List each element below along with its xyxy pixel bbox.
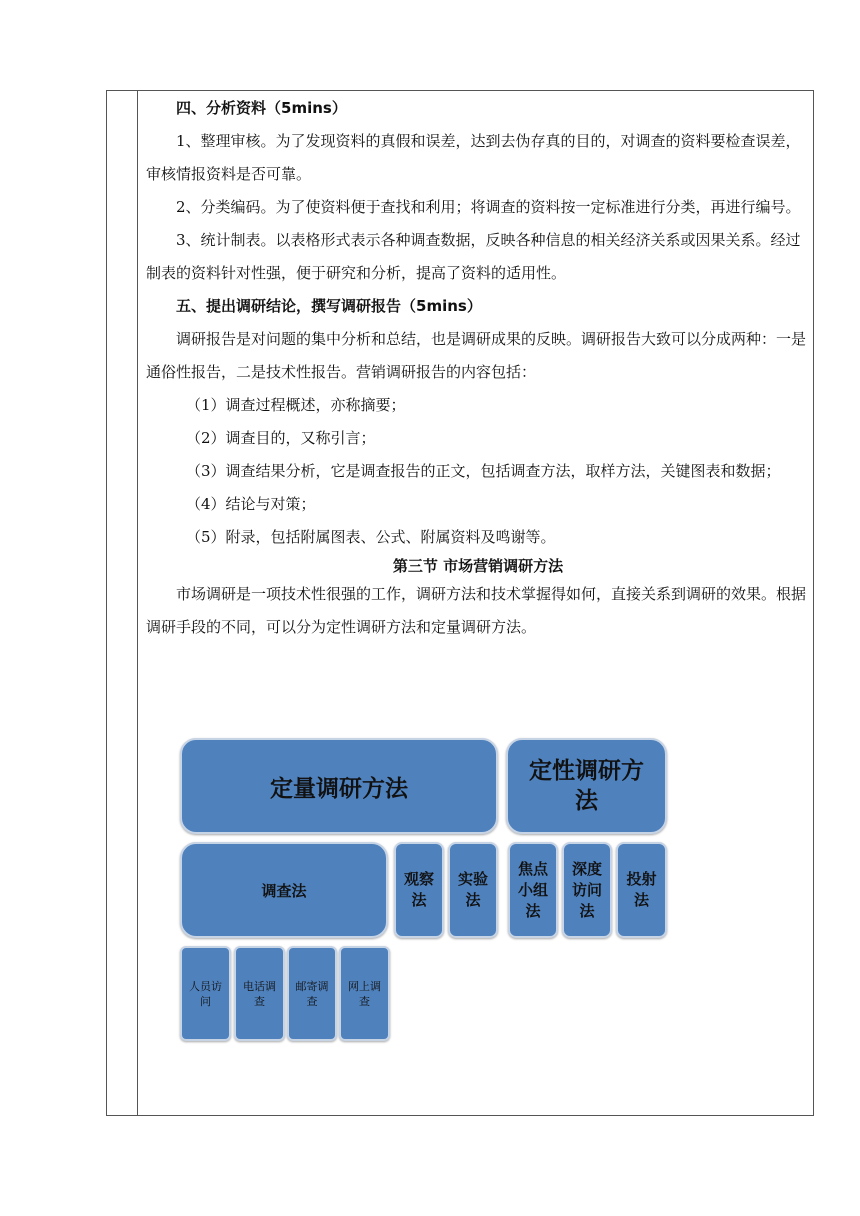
quantitative-methods-box: 定量调研方法 bbox=[180, 738, 498, 834]
paragraph-tabulation: 3、统计制表。以表格形式表示各种调查数据，反映各种信息的相关经济关系或因果关系。经过制表的资料针对性强，便于研究和分析，提高了资料的适用性。 bbox=[146, 231, 801, 282]
paragraph-review: 1、整理审核。为了发现资料的真假和误差，达到去伪存真的目的，对调查的资料要检查误差，审核情报资料是否可靠。 bbox=[146, 132, 801, 183]
mail-survey-box: 邮寄调查 bbox=[287, 946, 337, 1041]
paragraph-report-intro: 调研报告是对问题的集中分析和总结，也是调研成果的反映。调研报告大致可以分成两种：一是通俗性报告，二是技术性报告。营销调研报告的内容包括： bbox=[146, 330, 807, 381]
focus-group-method-box: 焦点小组法 bbox=[508, 842, 558, 938]
section3-title: 第三节 市场营销调研方法 bbox=[392, 557, 564, 575]
paragraph-coding: 2、分类编码。为了使资料便于查找和利用；将调查的资料按一定标准进行分类，再进行编号。 bbox=[176, 198, 801, 216]
section5-heading: 五、提出调研结论，撰写调研报告（5mins） bbox=[176, 297, 482, 315]
projective-method-box: 投射法 bbox=[616, 842, 667, 938]
survey-method-box: 调查法 bbox=[180, 842, 388, 938]
list-item: （5）附录，包括附属图表、公式、附属资料及鸣谢等。 bbox=[186, 528, 556, 546]
experiment-method-box: 实验法 bbox=[448, 842, 498, 938]
depth-interview-method-box: 深度访问法 bbox=[562, 842, 612, 938]
phone-survey-box: 电话调查 bbox=[234, 946, 285, 1041]
paragraph-methods-intro: 市场调研是一项技术性很强的工作，调研方法和技术掌握得如何，直接关系到调研的效果。根据调研手段的不同，可以分为定性调研方法和定量调研方法。 bbox=[146, 585, 807, 636]
online-survey-box: 网上调查 bbox=[339, 946, 390, 1041]
column-divider bbox=[137, 91, 138, 1115]
list-item: （3）调查结果分析，它是调查报告的正文，包括调查方法，取样方法，关键图表和数据； bbox=[186, 462, 781, 480]
list-item: （4）结论与对策； bbox=[186, 495, 316, 513]
document-body bbox=[146, 92, 810, 644]
list-item: （2）调查目的，又称引言； bbox=[186, 429, 376, 447]
personal-interview-box: 人员访问 bbox=[180, 946, 231, 1041]
qualitative-methods-box: 定性调研方法 bbox=[506, 738, 667, 834]
section4-heading: 四、分析资料（5mins） bbox=[176, 99, 347, 117]
observation-method-box: 观察法 bbox=[394, 842, 444, 938]
list-item: （1）调查过程概述，亦称摘要； bbox=[186, 396, 406, 414]
